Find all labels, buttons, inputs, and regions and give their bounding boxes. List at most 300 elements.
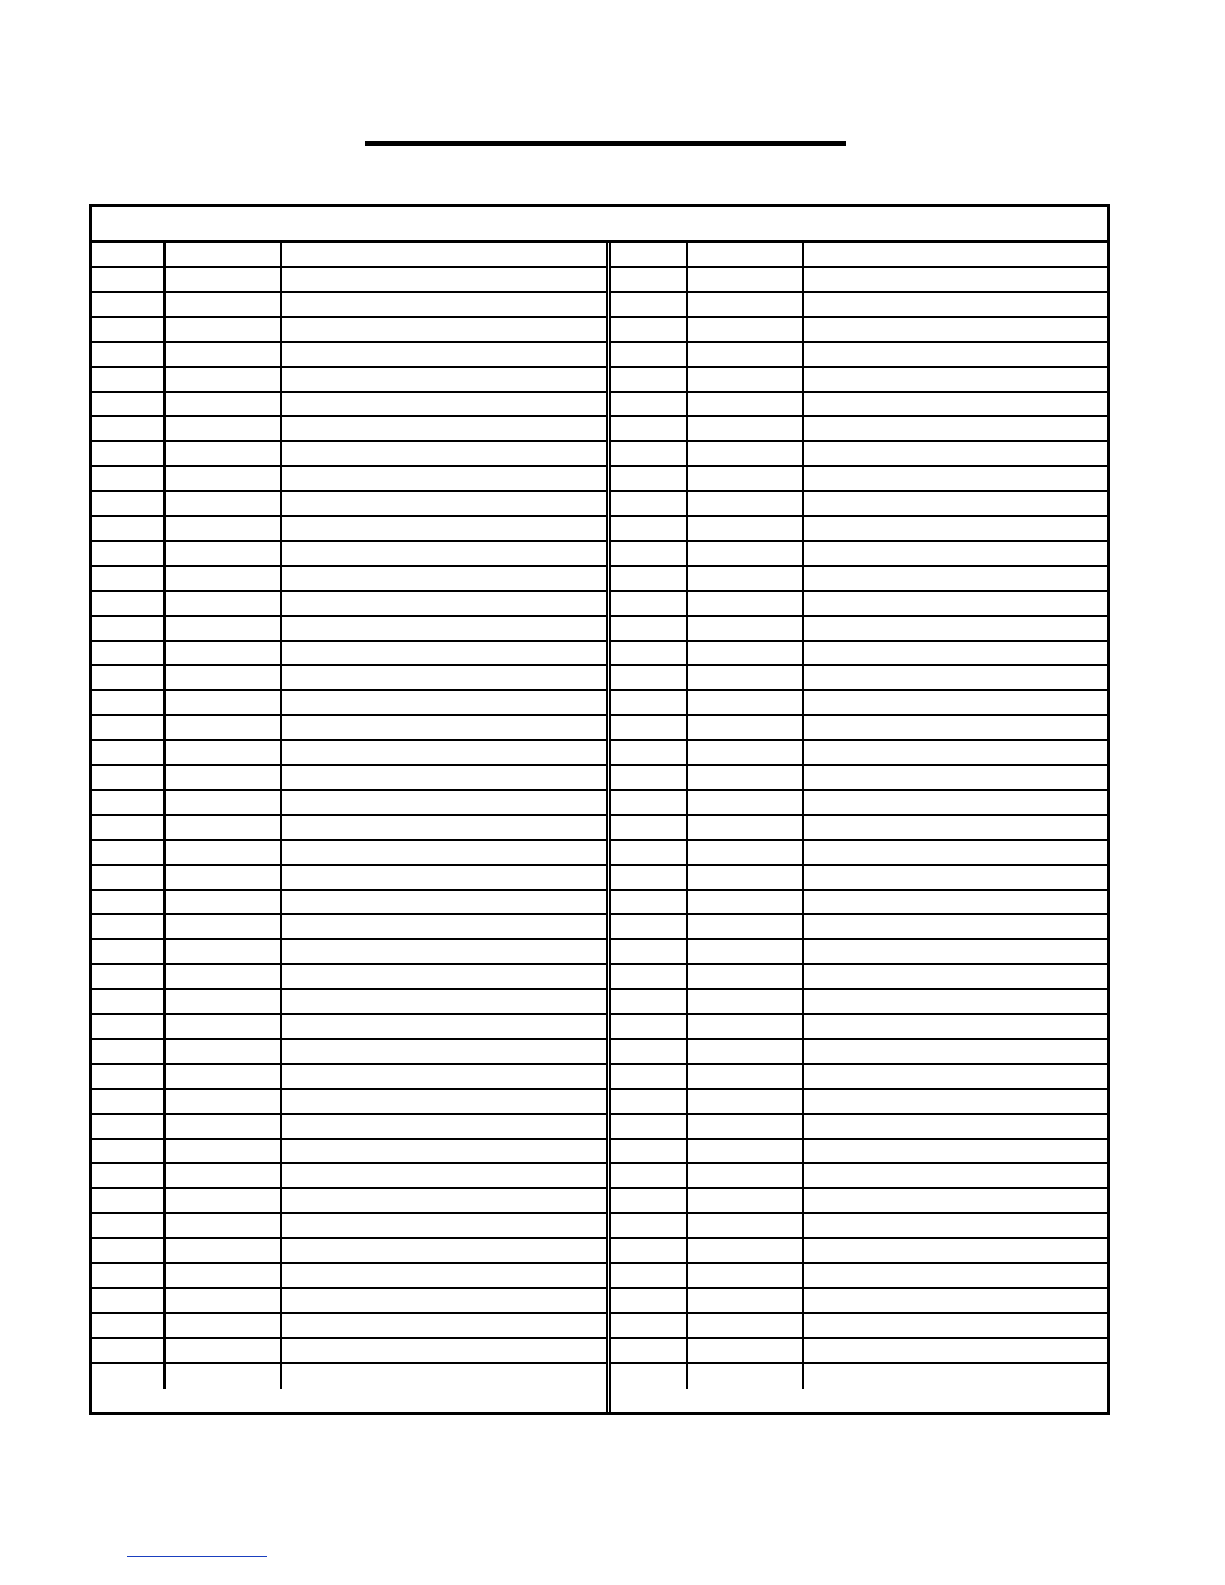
table-cell-right-col2	[688, 293, 804, 316]
table-cell-left-col3	[282, 716, 606, 739]
table-cell-right-col1	[611, 1015, 688, 1038]
table-cell-left-col2	[166, 915, 282, 938]
table-cell-left-col1	[92, 592, 166, 615]
table-cell-right-col1	[611, 492, 688, 515]
table-cell-right-col3	[804, 716, 1107, 739]
table-cell-left-col3	[282, 1115, 606, 1138]
table-cell-left-col3	[282, 691, 606, 714]
table-cell-left-col3	[282, 1164, 606, 1187]
table-cell-right-col1	[611, 766, 688, 789]
table-row	[611, 1289, 1107, 1314]
table-cell-right-col1	[611, 592, 688, 615]
table-row	[92, 542, 606, 567]
table-cell-left-col1	[92, 1040, 166, 1063]
table-cell-left-col1	[92, 766, 166, 789]
table-cell-left-col2	[166, 841, 282, 864]
table-cell-left-col3	[282, 1040, 606, 1063]
table-cell-left-col3	[282, 915, 606, 938]
table-cell-right-col1	[611, 890, 688, 913]
table-cell-left-col3	[282, 990, 606, 1013]
table-cell-left-col1	[92, 467, 166, 490]
table-row	[92, 1015, 606, 1040]
table-row	[92, 318, 606, 343]
table-cell-right-col3	[804, 990, 1107, 1013]
table-row	[92, 1115, 606, 1140]
table-cell-right-col2	[688, 542, 804, 565]
table-row	[92, 467, 606, 492]
table-cell-right-col1	[611, 467, 688, 490]
table-cell-left-col3	[282, 965, 606, 988]
table-cell-left-col2	[166, 890, 282, 913]
table-cell-left-col1	[92, 343, 166, 366]
table-cell-left-col2	[166, 1189, 282, 1212]
table-cell-left-col3	[282, 1090, 606, 1113]
table-row	[92, 1214, 606, 1239]
table-cell-left-col3	[282, 866, 606, 889]
table-cell-right-col3	[804, 691, 1107, 714]
table-cell-left-col1	[92, 1090, 166, 1113]
table-cell-right-col2	[688, 641, 804, 664]
table-cell-left-col3	[282, 1015, 606, 1038]
footer-link-rule	[127, 1556, 267, 1561]
table-row	[611, 1139, 1107, 1164]
table-row	[611, 716, 1107, 741]
table-cell-left-col1	[92, 293, 166, 316]
table-cell-left-col2	[166, 617, 282, 640]
table-cell-right-col2	[688, 343, 804, 366]
table-caption	[92, 207, 1107, 243]
table-cell-right-col1	[611, 791, 688, 814]
table-cell-left-col1	[92, 1139, 166, 1162]
table-cell-left-col2	[166, 343, 282, 366]
table-cell-left-col1	[92, 417, 166, 440]
table-cell-right-col3	[804, 243, 1107, 266]
table-cell-right-col3	[804, 1264, 1107, 1287]
table-cell-left-col3	[282, 1339, 606, 1362]
table-cell-right-col2	[688, 1015, 804, 1038]
table-cell-right-col3	[804, 392, 1107, 415]
table-cell-right-col1	[611, 1189, 688, 1212]
table-cell-left-col1	[92, 243, 166, 266]
table-cell-left-col2	[166, 567, 282, 590]
table-row	[611, 1214, 1107, 1239]
table-cell-right-col1	[611, 866, 688, 889]
table-row	[611, 791, 1107, 816]
table-cell-right-col3	[804, 268, 1107, 291]
table-row	[611, 691, 1107, 716]
table-row	[611, 741, 1107, 766]
table-row	[92, 492, 606, 517]
table-row	[611, 318, 1107, 343]
table-row	[92, 666, 606, 691]
table-cell-left-col1	[92, 716, 166, 739]
table-cell-right-col3	[804, 1015, 1107, 1038]
table-cell-right-col1	[611, 1289, 688, 1312]
table-cell-left-col2	[166, 1339, 282, 1362]
table-cell-left-col3	[282, 268, 606, 291]
table-cell-left-col3	[282, 816, 606, 839]
table-cell-right-col2	[688, 567, 804, 590]
table-cell-right-col3	[804, 517, 1107, 540]
table-row	[611, 1115, 1107, 1140]
table-cell-right-col1	[611, 741, 688, 764]
table-cell-left-col1	[92, 1115, 166, 1138]
table-cell-left-col3	[282, 318, 606, 341]
table-cell-left-col2	[166, 318, 282, 341]
table-cell-left-col2	[166, 1115, 282, 1138]
table-cell-left-col3	[282, 617, 606, 640]
table-cell-left-col2	[166, 816, 282, 839]
table-row	[611, 392, 1107, 417]
table-cell-left-col2	[166, 1364, 282, 1389]
table-right-half	[611, 243, 1107, 1412]
table-cell-right-col3	[804, 890, 1107, 913]
table-cell-left-col1	[92, 1314, 166, 1337]
table-cell-right-col2	[688, 1189, 804, 1212]
table-cell-left-col1	[92, 666, 166, 689]
table-cell-left-col3	[282, 766, 606, 789]
table-cell-left-col1	[92, 517, 166, 540]
table-cell-right-col3	[804, 816, 1107, 839]
table-cell-right-col2	[688, 1239, 804, 1262]
table-cell-left-col3	[282, 890, 606, 913]
table-cell-right-col3	[804, 567, 1107, 590]
table-cell-right-col3	[804, 1339, 1107, 1362]
table-cell-left-col2	[166, 766, 282, 789]
table-cell-left-col1	[92, 691, 166, 714]
table-cell-right-col1	[611, 940, 688, 963]
table-row	[611, 492, 1107, 517]
table-cell-left-col2	[166, 965, 282, 988]
table-cell-right-col2	[688, 1065, 804, 1088]
table-cell-right-col3	[804, 1239, 1107, 1262]
table-cell-right-col2	[688, 1090, 804, 1113]
table-cell-right-col3	[804, 492, 1107, 515]
table-cell-right-col2	[688, 1040, 804, 1063]
table-row	[611, 1264, 1107, 1289]
table-row	[611, 1314, 1107, 1339]
table-cell-left-col2	[166, 691, 282, 714]
table-cell-right-col1	[611, 816, 688, 839]
table-cell-left-col1	[92, 392, 166, 415]
table-cell-left-col3	[282, 1264, 606, 1287]
table-row	[92, 691, 606, 716]
table-cell-right-col2	[688, 741, 804, 764]
table-cell-left-col1	[92, 915, 166, 938]
table-cell-right-col1	[611, 617, 688, 640]
table-row	[611, 517, 1107, 542]
table-row	[92, 1289, 606, 1314]
table-cell-left-col3	[282, 592, 606, 615]
table-cell-right-col2	[688, 1339, 804, 1362]
table-cell-right-col3	[804, 442, 1107, 465]
table-cell-right-col2	[688, 392, 804, 415]
table-row	[92, 417, 606, 442]
table-cell-left-col1	[92, 816, 166, 839]
table-cell-right-col1	[611, 1239, 688, 1262]
table-cell-left-col1	[92, 641, 166, 664]
table-cell-right-col1	[611, 1040, 688, 1063]
table-cell-left-col2	[166, 741, 282, 764]
table-cell-left-col3	[282, 1139, 606, 1162]
table-row	[92, 990, 606, 1015]
table-cell-right-col1	[611, 1065, 688, 1088]
table-cell-right-col2	[688, 442, 804, 465]
table-row	[611, 1189, 1107, 1214]
table-cell-right-col1	[611, 517, 688, 540]
table-row	[92, 915, 606, 940]
table-row	[92, 791, 606, 816]
table-cell-left-col2	[166, 1164, 282, 1187]
table-row	[92, 866, 606, 891]
table-cell-left-col3	[282, 1189, 606, 1212]
table-row	[92, 890, 606, 915]
table-cell-right-col2	[688, 1364, 804, 1389]
table-cell-right-col3	[804, 915, 1107, 938]
table-cell-left-col1	[92, 1214, 166, 1237]
table-cell-right-col1	[611, 1264, 688, 1287]
table-cell-left-col3	[282, 293, 606, 316]
table-left-half	[92, 243, 606, 1412]
table-cell-left-col2	[166, 293, 282, 316]
table-cell-left-col3	[282, 741, 606, 764]
table-cell-left-col3	[282, 1289, 606, 1312]
table-row	[92, 1040, 606, 1065]
table-cell-right-col2	[688, 666, 804, 689]
table-cell-left-col3	[282, 517, 606, 540]
table-cell-right-col1	[611, 442, 688, 465]
table-row	[92, 1239, 606, 1264]
table-row	[92, 716, 606, 741]
table-row	[92, 592, 606, 617]
table-row	[92, 741, 606, 766]
table-cell-right-col2	[688, 417, 804, 440]
table-cell-right-col1	[611, 343, 688, 366]
table-row	[611, 343, 1107, 368]
table-row	[611, 592, 1107, 617]
table-cell-right-col1	[611, 1164, 688, 1187]
table-cell-right-col3	[804, 1214, 1107, 1237]
table-cell-right-col2	[688, 866, 804, 889]
table-cell-left-col2	[166, 1015, 282, 1038]
table-cell-left-col2	[166, 517, 282, 540]
table-row	[611, 915, 1107, 940]
table-row	[92, 567, 606, 592]
table-row	[611, 965, 1107, 990]
table-cell-right-col2	[688, 243, 804, 266]
table-cell-right-col2	[688, 816, 804, 839]
table-cell-right-col3	[804, 1314, 1107, 1337]
table-cell-right-col2	[688, 990, 804, 1013]
table-cell-right-col1	[611, 1214, 688, 1237]
table-cell-left-col1	[92, 1264, 166, 1287]
table-cell-right-col1	[611, 1090, 688, 1113]
table-row	[611, 293, 1107, 318]
title-underline	[365, 141, 846, 146]
table-cell-right-col1	[611, 841, 688, 864]
table-cell-right-col1	[611, 965, 688, 988]
table-row	[92, 1090, 606, 1115]
table-cell-left-col3	[282, 1239, 606, 1262]
table-cell-left-col2	[166, 866, 282, 889]
table-row	[92, 268, 606, 293]
table-cell-right-col2	[688, 716, 804, 739]
table-row	[92, 1164, 606, 1189]
table-row	[611, 890, 1107, 915]
table-cell-right-col3	[804, 741, 1107, 764]
table-cell-left-col3	[282, 567, 606, 590]
table-cell-left-col3	[282, 467, 606, 490]
table-cell-right-col1	[611, 1364, 688, 1389]
table-cell-left-col2	[166, 1289, 282, 1312]
table-cell-left-col1	[92, 990, 166, 1013]
table-cell-left-col2	[166, 542, 282, 565]
table-cell-left-col3	[282, 641, 606, 664]
table-cell-left-col1	[92, 617, 166, 640]
table-cell-right-col1	[611, 666, 688, 689]
table-cell-right-col3	[804, 666, 1107, 689]
table-cell-left-col2	[166, 716, 282, 739]
table-row	[92, 940, 606, 965]
table-cell-right-col3	[804, 766, 1107, 789]
table-cell-left-col1	[92, 741, 166, 764]
table-cell-right-col2	[688, 940, 804, 963]
table-cell-left-col1	[92, 1015, 166, 1038]
table-cell-left-col2	[166, 1214, 282, 1237]
table-row	[611, 442, 1107, 467]
table-row	[611, 542, 1107, 567]
table-cell-left-col2	[166, 666, 282, 689]
table-row	[92, 816, 606, 841]
table-cell-right-col3	[804, 965, 1107, 988]
table-cell-right-col1	[611, 392, 688, 415]
table-cell-left-col1	[92, 542, 166, 565]
table-cell-right-col2	[688, 766, 804, 789]
table-row	[611, 1040, 1107, 1065]
table-cell-left-col3	[282, 343, 606, 366]
table-cell-right-col1	[611, 691, 688, 714]
page-title	[365, 110, 846, 138]
table-cell-right-col1	[611, 542, 688, 565]
table-cell-right-col1	[611, 1339, 688, 1362]
table-cell-left-col1	[92, 1364, 166, 1389]
table-cell-right-col3	[804, 1289, 1107, 1312]
table-cell-left-col3	[282, 841, 606, 864]
table-cell-right-col2	[688, 467, 804, 490]
table-cell-right-col3	[804, 1189, 1107, 1212]
table-cell-right-col1	[611, 1115, 688, 1138]
table-cell-left-col2	[166, 641, 282, 664]
table-cell-right-col2	[688, 617, 804, 640]
table-cell-right-col2	[688, 592, 804, 615]
table-cell-right-col1	[611, 1139, 688, 1162]
table-cell-right-col2	[688, 368, 804, 391]
table-row	[92, 1264, 606, 1289]
table-cell-left-col3	[282, 791, 606, 814]
table-cell-right-col3	[804, 1065, 1107, 1088]
table-row	[92, 1364, 606, 1389]
table-row	[92, 1314, 606, 1339]
table-row	[611, 816, 1107, 841]
table-cell-left-col2	[166, 1239, 282, 1262]
table-cell-left-col3	[282, 666, 606, 689]
table-cell-right-col1	[611, 417, 688, 440]
table-row	[92, 617, 606, 642]
table-row	[611, 1339, 1107, 1364]
table-cell-left-col1	[92, 442, 166, 465]
table-cell-left-col1	[92, 890, 166, 913]
table-cell-left-col3	[282, 492, 606, 515]
table-cell-right-col3	[804, 1090, 1107, 1113]
table-cell-left-col2	[166, 492, 282, 515]
table-cell-left-col2	[166, 1139, 282, 1162]
table-row	[92, 766, 606, 791]
table-row	[92, 965, 606, 990]
table-cell-left-col1	[92, 567, 166, 590]
table-cell-right-col1	[611, 990, 688, 1013]
table-cell-right-col3	[804, 617, 1107, 640]
table-cell-right-col2	[688, 1264, 804, 1287]
table-row	[92, 1189, 606, 1214]
table-cell-left-col2	[166, 392, 282, 415]
table-cell-right-col2	[688, 1115, 804, 1138]
table-cell-left-col2	[166, 1264, 282, 1287]
table-row	[611, 1065, 1107, 1090]
table-cell-right-col2	[688, 841, 804, 864]
table-cell-left-col2	[166, 1040, 282, 1063]
table-cell-left-col1	[92, 1239, 166, 1262]
table-row	[611, 567, 1107, 592]
form-table	[89, 204, 1110, 1415]
table-row	[92, 343, 606, 368]
table-cell-left-col2	[166, 1314, 282, 1337]
table-row	[611, 866, 1107, 891]
table-cell-right-col2	[688, 890, 804, 913]
table-cell-left-col3	[282, 392, 606, 415]
table-cell-left-col3	[282, 542, 606, 565]
table-row	[92, 517, 606, 542]
table-cell-right-col1	[611, 915, 688, 938]
table-row	[611, 368, 1107, 393]
table-row	[611, 1364, 1107, 1389]
table-cell-left-col3	[282, 940, 606, 963]
table-row	[611, 841, 1107, 866]
table-cell-left-col3	[282, 368, 606, 391]
table-cell-right-col2	[688, 1314, 804, 1337]
table-cell-right-col3	[804, 293, 1107, 316]
table-row	[611, 617, 1107, 642]
table-cell-right-col3	[804, 1040, 1107, 1063]
table-cell-right-col3	[804, 1164, 1107, 1187]
table-row	[92, 1339, 606, 1364]
table-cell-right-col3	[804, 1115, 1107, 1138]
table-cell-left-col2	[166, 1065, 282, 1088]
table-cell-left-col3	[282, 417, 606, 440]
table-row	[92, 392, 606, 417]
table-cell-left-col2	[166, 940, 282, 963]
table-row	[611, 1164, 1107, 1189]
table-cell-right-col2	[688, 1289, 804, 1312]
table-cell-left-col2	[166, 417, 282, 440]
table-cell-left-col3	[282, 442, 606, 465]
table-row	[92, 243, 606, 268]
table-cell-right-col2	[688, 691, 804, 714]
table-cell-right-col2	[688, 965, 804, 988]
table-cell-right-col2	[688, 1164, 804, 1187]
table-cell-right-col1	[611, 243, 688, 266]
table-cell-right-col3	[804, 467, 1107, 490]
table-cell-right-col1	[611, 567, 688, 590]
